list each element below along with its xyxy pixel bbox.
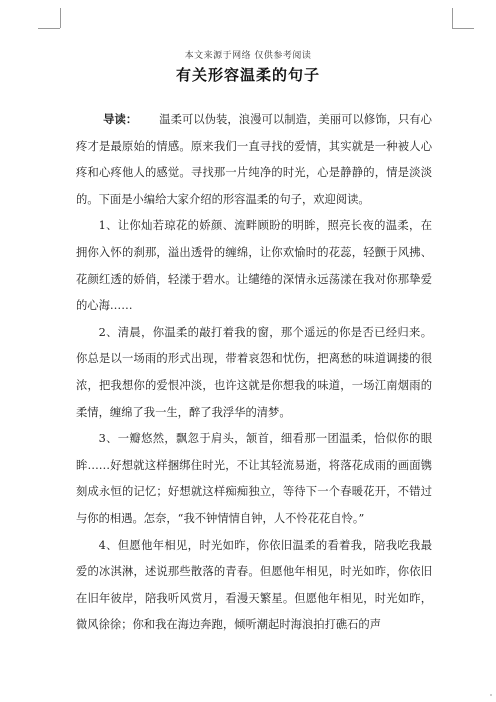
article-body — [76, 106, 432, 639]
page-title: 有关形容温柔的句子 — [175, 66, 320, 84]
crop-mark-top-right — [452, 28, 474, 29]
crop-mark-top-left — [38, 28, 60, 29]
crop-mark-top-right-vertical — [452, 8, 453, 28]
paragraph-4: 4、但愿他年相见，时光如昨，你依旧温柔的看着我，陪我吃我最爱的冰淇淋，述说那些散落的青春。但愿他年相见，时光如昨，你依旧在旧年彼岸，陪我听风赏月，看漫天繁星。但愿他年相见，时光如昨，微风徐徐；你和我在海边奔跑，倾听潮起时海浪拍打礁石的声 — [76, 538, 432, 632]
crop-mark-top-left-vertical — [60, 8, 61, 28]
intro-text: 温柔可以伪装，浪漫可以制造，美丽可以修饰，只有心疼才是最原始的情感。原来我们一直寻找的爱情，其实就是一种被人心疼和心疼他人的感觉。寻找那一片纯净的时光，心是静静的，情是淡淡的。下面是小编给大家介绍的形容温柔的句子，欢迎阅读。 — [76, 113, 432, 206]
page-corner-mark — [490, 694, 492, 696]
intro-label: 导读： — [103, 112, 138, 126]
source-note: 本文来源于网络 仅供参考阅读 — [184, 51, 312, 61]
intro-paragraph — [76, 106, 432, 213]
paragraph-3: 3、一瓣悠然，飘忽于肩头，颔首，细看那一团温柔，恰似你的眼眸……好想就这样捆绑住时光，不让其轻流易逝，将落花成雨的画面镌刻成永恒的记忆；好想就这样痴痴独立，等待下一个春暖花开，不错过与你的相遇。怎奈，“我不钟情情自钟，人不怜花花自怜。” — [76, 432, 432, 525]
paragraph-2: 2、清晨，你温柔的敲打着我的窗，那个遥远的你是否已经归来。你总是以一场雨的形式出现，带着哀怨和忧伤，把离愁的味道调搂的很浓，把我想你的爱恨冲淡，也许这就是你想我的味道，一场江南烟雨的柔情，缠绵了我一生，醉了我浮华的清梦。 — [76, 325, 432, 419]
paragraph-1: 1、让你灿若琼花的娇颜、流畔顾盼的明眸，照亮长夜的温柔，在拥你入怀的刹那，溢出透骨的缠绵，让你欢愉时的花蕊，轻颤于风拂、花颜红透的娇俏，轻漾于碧水。让缱绻的深情永远荡漾在我对你那挚爱的心海…… — [76, 219, 432, 313]
